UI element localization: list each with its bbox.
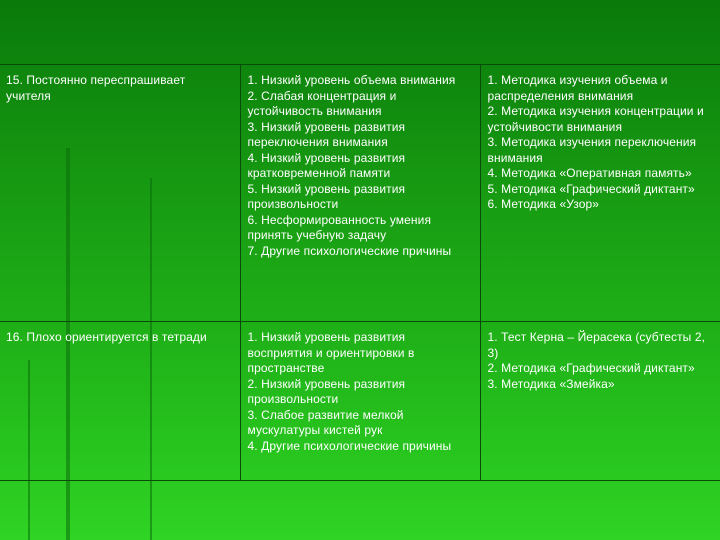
diagnostics-table bbox=[0, 64, 720, 481]
table-row bbox=[0, 322, 720, 481]
causes-cell bbox=[240, 65, 480, 322]
content-table-wrapper bbox=[0, 64, 720, 481]
causes-cell bbox=[240, 322, 480, 481]
problem-text: 16. Плохо ориентируется в тетради bbox=[6, 330, 207, 344]
problem-text: 15. Постоянно переспрашивает учителя bbox=[6, 73, 186, 103]
causes-text: 1. Низкий уровень объема внимания 2. Слабая концентрация и устойчивость внимания 3. Низкий уровень развития переключения внимания 4. Низкий уровень развития кратковременной памяти 5. Низкий уровень развития произвольности 6. Несформированность умения принять учебную задачу 7. Другие психологические причины bbox=[247, 73, 456, 258]
methods-text: 1. Тест Керна – Йерасека (субтесты 2, 3) 2. Методика «Графический диктант» 3. Методика «Змейка» bbox=[487, 330, 706, 391]
methods-text: 1. Методика изучения объема и распределения внимания 2. Методика изучения концентрации и устойчивости внимания 3. Методика изучения переключения внимания 4. Методика «Оперативная память» 5. Методика «Графический диктант» 6. Методика «Узор» bbox=[487, 73, 704, 211]
methods-cell bbox=[480, 65, 720, 322]
methods-cell bbox=[480, 322, 720, 481]
problem-cell bbox=[0, 322, 240, 481]
problem-cell bbox=[0, 65, 240, 322]
causes-text: 1. Низкий уровень развития восприятия и ориентировки в пространстве 2. Низкий уровень развития произвольности 3. Слабое развитие мелкой мускулатуры кистей рук 4. Другие психологические причины bbox=[247, 330, 452, 453]
table-row bbox=[0, 65, 720, 322]
